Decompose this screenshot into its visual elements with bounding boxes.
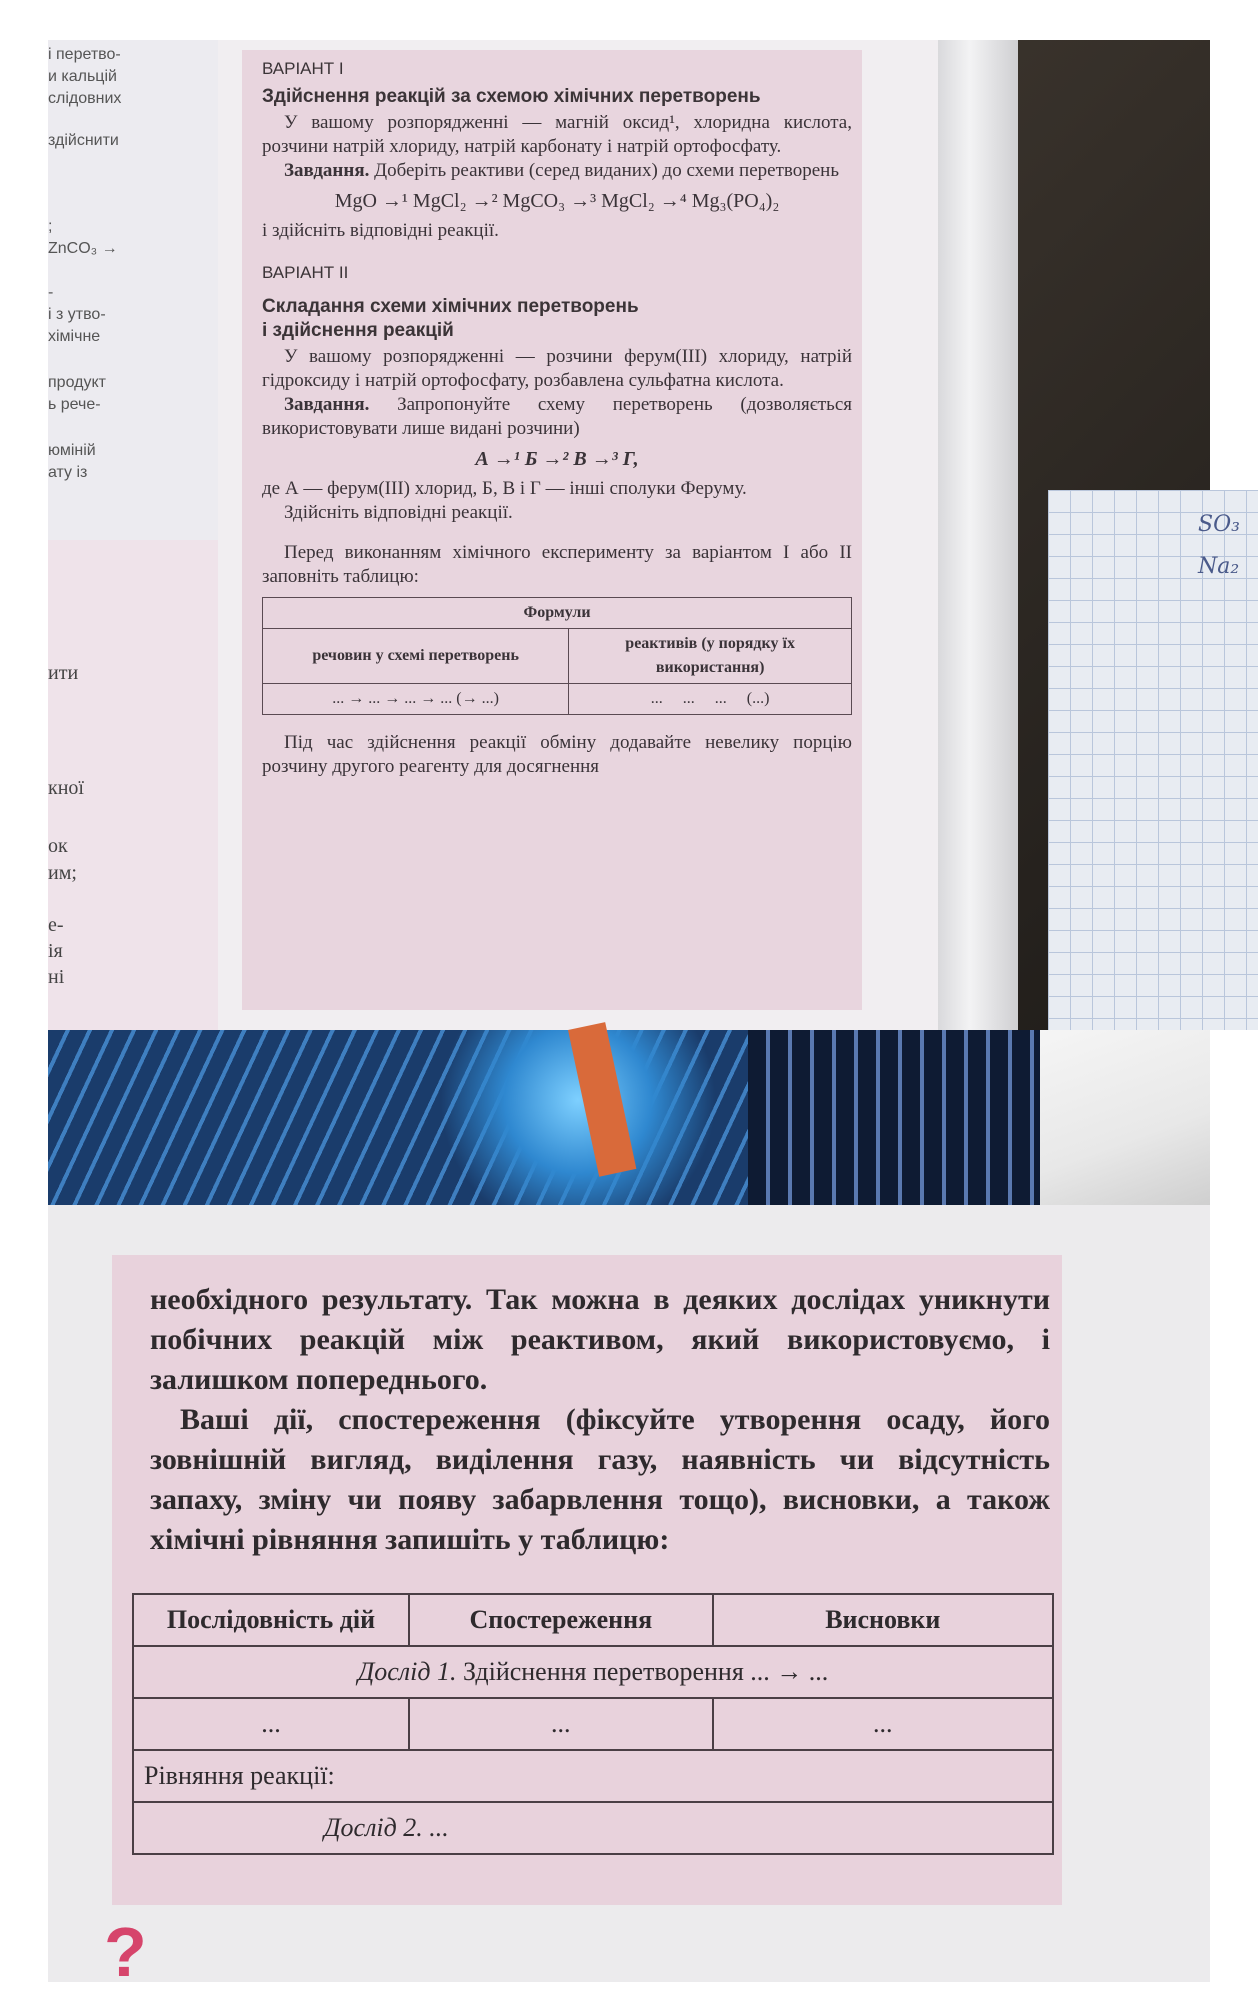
variant-1-title: Здійснення реакцій за схемою хімічних перетворень xyxy=(262,86,761,107)
handwriting: SO₃ xyxy=(1198,512,1240,537)
notebook xyxy=(1048,490,1258,1030)
task-label: Завдання. xyxy=(284,394,370,415)
left-fragment: - xyxy=(48,284,54,301)
experiment-table xyxy=(132,1593,1054,1855)
variant-2-title-cont: і здійснення реакцій xyxy=(262,320,454,341)
table-cell: ... xyxy=(133,1698,409,1750)
variant-1-end: і здійсніть відповідні реакції. xyxy=(262,220,499,241)
left-fragment: ні xyxy=(48,966,65,988)
left-fragment: и кальцій xyxy=(48,68,117,85)
left-fragment: ату із xyxy=(48,464,88,481)
question-mark-icon: ? xyxy=(104,1913,147,1991)
variant-2-end: Здійсніть відповідні реакції. xyxy=(284,502,513,523)
variant-2-title: Складання схеми хімічних перетворень xyxy=(262,296,639,317)
left-fragment: продукт xyxy=(48,374,106,391)
variant-2-label: ВАРІАНТ ІІ xyxy=(262,263,349,282)
experiment-1-row xyxy=(133,1646,1053,1698)
left-page xyxy=(48,40,218,1030)
variant-2-where: де А — ферум(ІІІ) хлорид, Б, В і Г — інші сполуки Феруму. xyxy=(262,478,747,499)
experiment-2-row: Дослід 2. ... xyxy=(133,1802,1053,1854)
table-cell: ... ... ... (...) xyxy=(569,684,852,715)
experiment-1-text: Здійснення перетворення ... → ... xyxy=(456,1657,829,1686)
bottom-para-2: Ваші дії, спостереження (фіксуйте утворення осаду, його зовнішній вигляд, виділення газу, наявність чи відсутність запаху, зміну чи появу забарвлення тощо), висновки, а також хімічні рівняння запишіть у таблицю: xyxy=(150,1403,1050,1556)
variant-1-label: ВАРІАНТ І xyxy=(262,59,344,78)
task-label: Завдання. xyxy=(284,160,370,181)
table-cell: ... xyxy=(713,1698,1053,1750)
experiment-1-label: Дослід 1. xyxy=(357,1657,457,1686)
col-observations: Спостереження xyxy=(409,1594,713,1646)
left-fragment: кної xyxy=(48,777,84,799)
left-fragment: е- xyxy=(48,914,64,936)
left-fragment: здійснити xyxy=(48,132,119,149)
variant-1-task xyxy=(262,159,852,183)
left-fragment: им; xyxy=(48,862,77,884)
task-text: Доберіть реактиви (серед виданих) до схеми перетворень xyxy=(369,160,839,181)
left-fragment: ; xyxy=(48,218,53,235)
table-cell: ... → ... → ... → ... (→ ...) xyxy=(263,684,569,715)
page-corner xyxy=(1040,1030,1210,1205)
equation-row: Рівняння реакції: xyxy=(133,1750,1053,1802)
variant-2-task xyxy=(262,393,852,441)
handwriting: Na₂ xyxy=(1198,554,1240,579)
col-actions: Послідовність дій xyxy=(133,1594,409,1646)
left-fragment: слідовних xyxy=(48,90,122,107)
bottom-para-1: необхідного результату. Так можна в деяких дослідах уникнути побічних реакцій між реактивом, який використовуємо, і залишком попереднього. xyxy=(150,1283,1050,1396)
photo-strip xyxy=(48,1030,1210,1205)
table-cell: ... xyxy=(409,1698,713,1750)
formulas-table xyxy=(262,597,852,715)
variant-2-scheme: А →¹ Б →² В →³ Г, xyxy=(475,448,639,470)
top-text xyxy=(262,55,852,779)
during-text: Під час здійснення реакції обміну додавайте невелику порцію розчину другого реагенту для досягнення xyxy=(262,732,852,777)
left-fragment: і перетво- xyxy=(48,46,121,63)
city-pattern xyxy=(748,1030,1078,1205)
left-fragment: і з утво- xyxy=(48,306,106,323)
table-col-reagents: реактивів (у порядку їх використання) xyxy=(569,629,852,684)
book-edge xyxy=(938,40,1018,1030)
col-conclusions: Висновки xyxy=(713,1594,1053,1646)
left-fragment: ZnCO₃ → xyxy=(48,240,118,257)
variant-1-para: У вашому розпорядженні — магній оксид¹, хлоридна кислота, розчини натрій хлориду, натрій карбонату і натрій ортофосфату. xyxy=(262,112,852,157)
task-text: Запропонуйте схему перетворень (дозволяється використовувати лише видані розчини) xyxy=(262,394,852,439)
left-fragment: ити xyxy=(48,662,79,684)
before-text: Перед виконанням хімічного експерименту за варіантом І або ІІ заповніть таблицю: xyxy=(262,542,852,587)
variant-2-para: У вашому розпорядженні — розчини ферум(ІІІ) хлориду, натрій гідроксиду і натрій ортофосфату, розбавлена сульфатна кислота. xyxy=(262,346,852,391)
left-fragment: хімічне xyxy=(48,328,101,345)
variant-1-scheme: MgO →¹ MgCl₂ →² MgCO₃ →³ MgCl₂ →⁴ Mg₃(PO₄)₂ xyxy=(334,190,780,212)
bottom-text xyxy=(150,1280,1050,1560)
table-col-substances: речовин у схемі перетворень xyxy=(263,629,569,684)
left-fragment: ок xyxy=(48,835,68,857)
left-fragment: ія xyxy=(48,940,63,962)
left-fragment: ь рече- xyxy=(48,396,101,413)
table-header: Формули xyxy=(263,598,852,629)
left-fragment: юміній xyxy=(48,442,96,459)
